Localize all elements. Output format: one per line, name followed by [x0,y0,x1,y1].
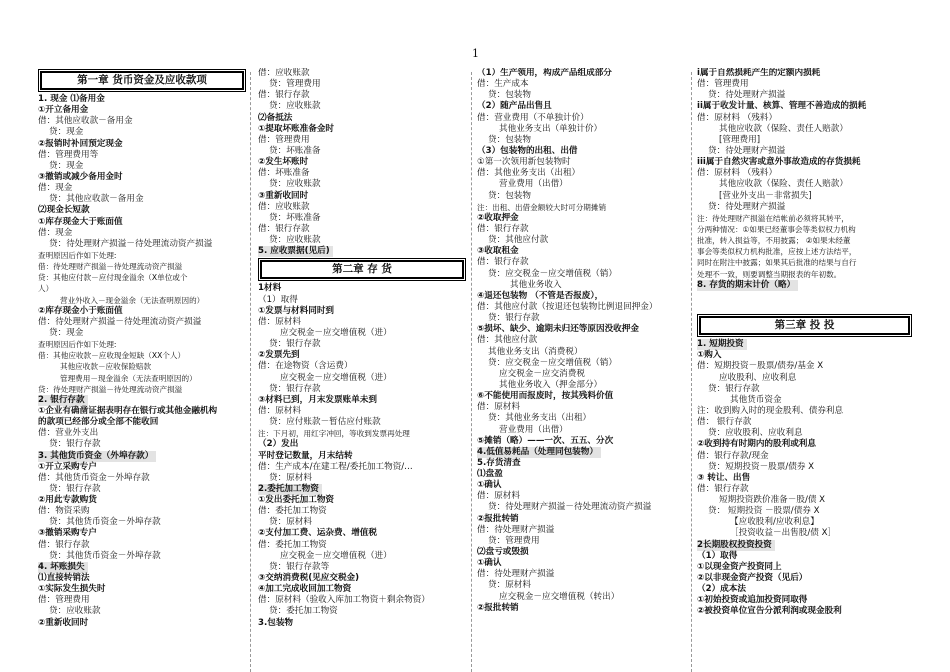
text-line: ①初始投资或追加投资同取得 [697,595,808,606]
text-line: ①提取坏账准备金时 [258,123,335,134]
column-3 [477,68,687,614]
text-line: 贷：应收股利、应收利息 [708,428,803,439]
text-line: 贷：其他应付款－应付现金溢余（X单位或个 [38,273,188,283]
text-line [258,246,466,257]
text-line: 3.包装物 [258,617,294,628]
text-line: ③交纳消费税(见应交税金) [258,573,360,584]
text-line: 贷： 短期投资 －股票/债券 X [708,506,820,517]
text-line: ⑴直接转销法 [38,573,90,584]
text-line: ②收取押金 [477,212,519,223]
text-line: ②以非现金资产投资（见后） [697,573,808,584]
text-line: 贷：坏账准备 [269,212,321,223]
text-line: ③重新收回时 [258,190,309,201]
text-line: 贷：包装物 [488,134,531,145]
text-line: （1）取得 [258,294,298,305]
text-line: ①确认 [477,480,502,491]
text-line: ②用此专款购货 [38,495,97,506]
text-line: ⑤损坏、缺少、逾期未归还等原因没收押金 [477,324,639,335]
text-line: 贷：银行存款等 [269,561,330,572]
text-line: ①库存现金大于账面值 [38,216,123,227]
text-line: 贷：其他业务支出（出租） [488,413,592,424]
text-line: 贷：其他货币资金－外埠存款 [49,550,161,561]
text-line: ①发出委托加工物资 [258,495,335,506]
text-line: 应交税金－应交消费税 [499,368,585,379]
text-line: 贷：银行存款 [49,439,101,450]
text-line: 贷：短期投资－股票/债券 X [708,461,815,472]
text-line [38,395,246,406]
text-line: 贷：其他应付款 [488,235,549,246]
text-line: ⑵备抵法 [258,112,293,123]
text-line: 贷：待处理财产损溢－待处理流动资产损溢 [49,238,213,249]
text-line: 借：营业外支出 [38,428,99,439]
text-line: 贷：包装物 [488,190,531,201]
text-line: iii属于自然灾害或意外事故造成的存货损耗 [697,157,861,168]
text-line: 其他应收款（保险、责任人赔款） [719,123,848,134]
text-line: 的款项已经部分或全部不能收回 [38,417,159,428]
text-line: 注：待处理财产损溢在结帐前必须将其转平， [697,213,849,223]
text-line: 同时在附注中披露；如果其后批准的结果与自行 [697,258,857,268]
text-line: 其他业务支出（单独计价） [499,123,603,134]
text-line: ①企业有确凿证据表明存在银行或其他金融机构 [38,405,218,416]
text-line [697,540,912,551]
text-line: （2）发出 [258,439,299,450]
text-line: 贷：原材料 [269,517,312,528]
text-line: 贷：包装物 [488,90,531,101]
text-line: 贷：现金 [49,160,84,171]
text-line: ②报批转销 [477,602,519,613]
text-line: 应交税金－应交增值税（进） [280,550,392,561]
text-line: 借：应收账款 [258,201,310,212]
text-line: 借：现金 [38,183,73,194]
text-line: 应收股利、应收利息 [719,372,797,383]
text-line [258,484,466,495]
text-line: 贷：管理费用 [488,535,540,546]
text-line: ①确认 [477,558,502,569]
text-line: 贷：应交税金－应交增值税（销） [488,268,617,279]
text-line: 借：管理费用等 [38,149,99,160]
text-line: 5.存货清查 [477,457,521,468]
text-line: 借：原材料（验收入库加工物资＋剩余物资） [258,595,430,606]
text-line: 其他货币资金 [730,394,782,405]
text-line: 应交税金－应交增值税（转出） [499,591,620,602]
text-line: 批准，转入损益等，不用披露； ②如果未经董 [697,236,851,246]
highlighted-heading: 1. 短期投资 [697,339,747,350]
text-line: 借：银行存款 [258,223,310,234]
highlighted-heading: 2长期股权投资投资 [697,540,775,551]
text-line: （1）取得 [697,550,738,561]
text-line: 贷：银行存款 [488,313,540,324]
text-line: [管理费用] [719,134,761,145]
text-line: 贷：应交税金－应交增值税（销） [488,357,617,368]
text-line: ①实际发生损失时 [38,584,106,595]
text-line: 借：短期投资－股票/债券/基金 X [697,361,824,372]
text-line: 借：管理费用 [697,79,749,90]
text-line: 注：下月初，用红字冲回，等收到发票再处理 [258,429,410,439]
text-line: ⑴盘盈 [477,469,503,480]
column-2 [258,68,466,629]
text-line: 贷：管理费用 [269,79,321,90]
text-line: 借：其他应收款－应收现金短缺（XX个人） [38,351,186,361]
text-line: 借：银行存款 [477,257,529,268]
text-line: 借：现金 [38,227,73,238]
text-line: 贷：现金 [49,327,84,338]
text-line: 其他应收款（保险、责任人赔款） [719,179,848,190]
text-line: （3）包装物的出租、出借 [477,145,578,156]
text-line: 借：应收账款 [258,68,310,78]
highlighted-heading: 2. 银行存款 [38,395,88,406]
highlighted-heading: 4. 坏账损失 [38,562,88,573]
text-line: 营业费用（出借） [499,424,568,435]
text-line: 营业费用（出借） [499,179,568,190]
text-line: 贷：银行存款 [269,383,321,394]
column-divider [691,72,692,672]
text-line: 贷：待处理财产损溢 [708,90,786,101]
text-line: i属于自然损耗产生的定额内损耗 [697,68,821,78]
text-line: 处理不一致，则要调整当期报表的年初数。 [697,269,842,279]
text-line: 借：委托加工物资 [258,506,327,517]
text-line: [营业外支出－非常损失] [719,190,812,201]
text-line: ⑵盘亏或毁损 [477,547,529,558]
chapter-heading: 第三章 投 投 [699,316,910,335]
text-line: （2）随产品出售且 [477,101,552,112]
text-line [477,447,687,458]
text-line: 贷：银行存款 [708,383,760,394]
text-line [697,339,912,350]
text-line: 借：管理费用 [258,134,310,145]
text-line: 借：银行存款 [258,90,310,101]
text-line: ⑤摊销（略）——一次、五五、分次 [477,435,614,446]
text-line: 贷：应收账款 [49,606,101,617]
text-line: 借： 银行存款 [697,417,752,428]
text-line: ②重新收回时 [38,617,89,628]
text-line: 贷：应收账款 [269,101,321,112]
text-line [697,291,912,302]
text-line: 1材料 [258,283,282,294]
text-line: ②发生坏账时 [258,157,309,168]
text-line: 借：原材料 （残料） [697,168,778,179]
column-divider [471,72,472,672]
text-line: （1）生产领用，构成产品组成部分 [477,68,612,78]
text-line: 借：其他业务支出（出租） [477,168,581,179]
text-line: 贷：其他应收款－备用金 [49,194,144,205]
column-1 [38,68,246,629]
text-line: 贷：应付账款－暂估应付账款 [269,417,381,428]
page-number: 1 [472,47,479,60]
text-line: 借：原材料 [477,491,520,502]
text-line: 管理费用－现金溢余（无法查明原因的） [60,373,197,383]
text-line: 贷：其他货币资金－外埠存款 [49,517,161,528]
text-line: 借：原材料 （残料） [697,112,778,123]
text-line: ②收到持有时期内的股利或利息 [697,439,816,450]
text-line: 短期投资跌价准备－股/债 X [719,495,826,506]
text-line: ①开立采购专户 [38,461,97,472]
text-line: ①以现金资产投资同上 [697,561,782,572]
text-line: ①购入 [697,350,722,361]
text-line: 借：生产成本 [477,79,529,90]
highlighted-heading: 5. 应收票据(见后) [258,246,333,257]
text-line: 借：在途物资（含运费） [258,361,353,372]
text-line: ①发票与材料同时到 [258,305,335,316]
text-line: 其他业务收入 [510,279,562,290]
text-line: 事会等类似权力机构批准，应按上述方法结平， [697,247,857,257]
text-line: 借：银行存款 [697,483,749,494]
highlighted-heading: 2.委托加工物资 [258,484,322,495]
text-line: ③材料已到，月末发票账单未到 [258,394,377,405]
highlighted-heading: 8. 存货的期末计价（略） [697,280,798,291]
text-line: 借：其他应收款－备用金 [38,116,133,127]
text-line [38,562,246,573]
text-line: 借：生产成本/在建工程/委托加工物资/… [258,461,413,472]
text-line: 借：物资采购 [38,506,90,517]
text-line: 营业外收入－现金溢余（无法查明原因的） [60,295,205,305]
text-line: 借：管理费用 [38,595,90,606]
text-line: 查明原因后作如下处理: [38,340,117,350]
text-line: 1. 现金 ⑴备用金 [38,94,105,104]
highlighted-heading: 4.低值易耗品（处理同包装物） [477,447,601,458]
text-line: ①第一次领用新包装物时 [477,157,571,168]
text-line: 贷：待处理财产损溢－待处理流动资产损溢 [38,384,183,394]
text-line: 平时登记数量，月末结转 [258,450,353,461]
highlighted-heading: 3. 其他货币资金（外埠存款） [38,451,156,462]
text-line: 注：出租、出借金额较大时可分期摊销 [477,202,607,212]
text-line: 借：其他货币资金－外埠存款 [38,472,150,483]
text-line: 查明原因后作如下处理: [38,250,117,260]
text-line: 借：原材料 [477,402,520,413]
text-line: ③收取租金 [477,246,519,257]
text-line: 贷：待处理财产损溢－待处理流动资产损溢 [488,502,652,513]
text-line: 借：待处理财产损溢 [477,569,555,580]
text-line: ⑵现金长短款 [38,205,90,216]
text-line: 贷：原材料 [488,580,531,591]
text-line: 贷：待处理财产损溢 [708,145,786,156]
text-line: ②报销时补回预定现金 [38,138,123,149]
text-line: ［投资收益－出售股/债 X］ [730,528,837,539]
text-line: 借：待处理财产损溢－待处理流动资产损溢 [38,316,202,327]
text-line: 贷：应收账款 [269,179,321,190]
text-line [38,451,246,462]
text-line: 借：营业费用（不单独计价） [477,112,589,123]
text-line: 其他业务支出（消费税） [488,346,583,357]
text-line: 贷：银行存款 [269,339,321,350]
text-line: 其他业务收入（押金部分） [499,379,603,390]
text-line: 贷：应收账款 [269,235,321,246]
chapter-heading: 第一章 货币资金及应收款项 [40,71,244,90]
text-line: ④加工完成收回加工物资 [258,584,352,595]
text-line: ④退还包装物 （不管是否报废）， [477,290,604,301]
text-line: 借：待处理财产损溢－待处理流动资产损溢 [38,262,183,272]
column-divider [250,72,251,672]
text-line: 借：待处理财产损溢 [477,524,555,535]
text-line: 注：收到购入时的现金股利、债券利息 [697,405,844,416]
text-line: 【应收股利/应收利息】 [730,517,819,528]
text-line: 贷：现金 [49,127,84,138]
text-line: 借：银行存款 [477,223,529,234]
text-line: 其他应收款－应收保险赔款 [60,362,152,372]
text-line: 借：其他应付款（按退还包装物比例退回押金） [477,301,658,312]
text-line: 贷：待处理财产损溢 [708,201,786,212]
text-line: ③撤销采购专户 [38,528,97,539]
text-line: 借：其他应付款 [477,335,538,346]
text-line: ②被投资单位宣告分派利润或现金股利 [697,606,842,617]
text-line: 借：委托加工物资 [258,539,327,550]
text-line: ②发票先到 [258,350,300,361]
text-line: 借：银行存款 [38,539,90,550]
text-line: 贷：原材料 [269,472,312,483]
text-line: ②支付加工费、运杂费、增值税 [258,528,377,539]
text-line: （2）成本法 [697,584,746,595]
text-line: ②库存现金小于账面值 [38,305,123,316]
text-line: 借：银行存款/现金 [697,450,769,461]
text-line: ②报批转销 [477,513,519,524]
text-line: 贷：坏账准备 [269,145,321,156]
text-line: ⑥不能使用而报废时，按其残料价值 [477,391,614,402]
text-line: ①开立备用金 [38,105,89,116]
text-line: 借：原材料 [258,405,301,416]
text-line [697,302,912,313]
text-line: ③ 转让、出售 [697,472,751,483]
text-line: 贷：委托加工物资 [269,606,338,617]
text-line: 借：坏账准备 [258,168,310,179]
text-line [697,280,912,291]
text-line: ③撤销或减少备用金时 [38,171,123,182]
chapter-heading: 第二章 存 货 [260,260,464,279]
text-line: 应交税金－应交增值税（进） [280,327,392,338]
text-line: 应交税金－应交增值税（进） [280,372,392,383]
text-line: 借：原材料 [258,316,301,327]
text-line: 人） [38,284,54,294]
text-line: 分两种情况：①如果已经董事会等类似权力机构 [697,224,856,234]
column-4 [697,68,912,618]
text-line: ii属于收发计量、核算、管理不善造成的损耗 [697,101,867,112]
text-line: 贷：银行存款 [49,483,101,494]
